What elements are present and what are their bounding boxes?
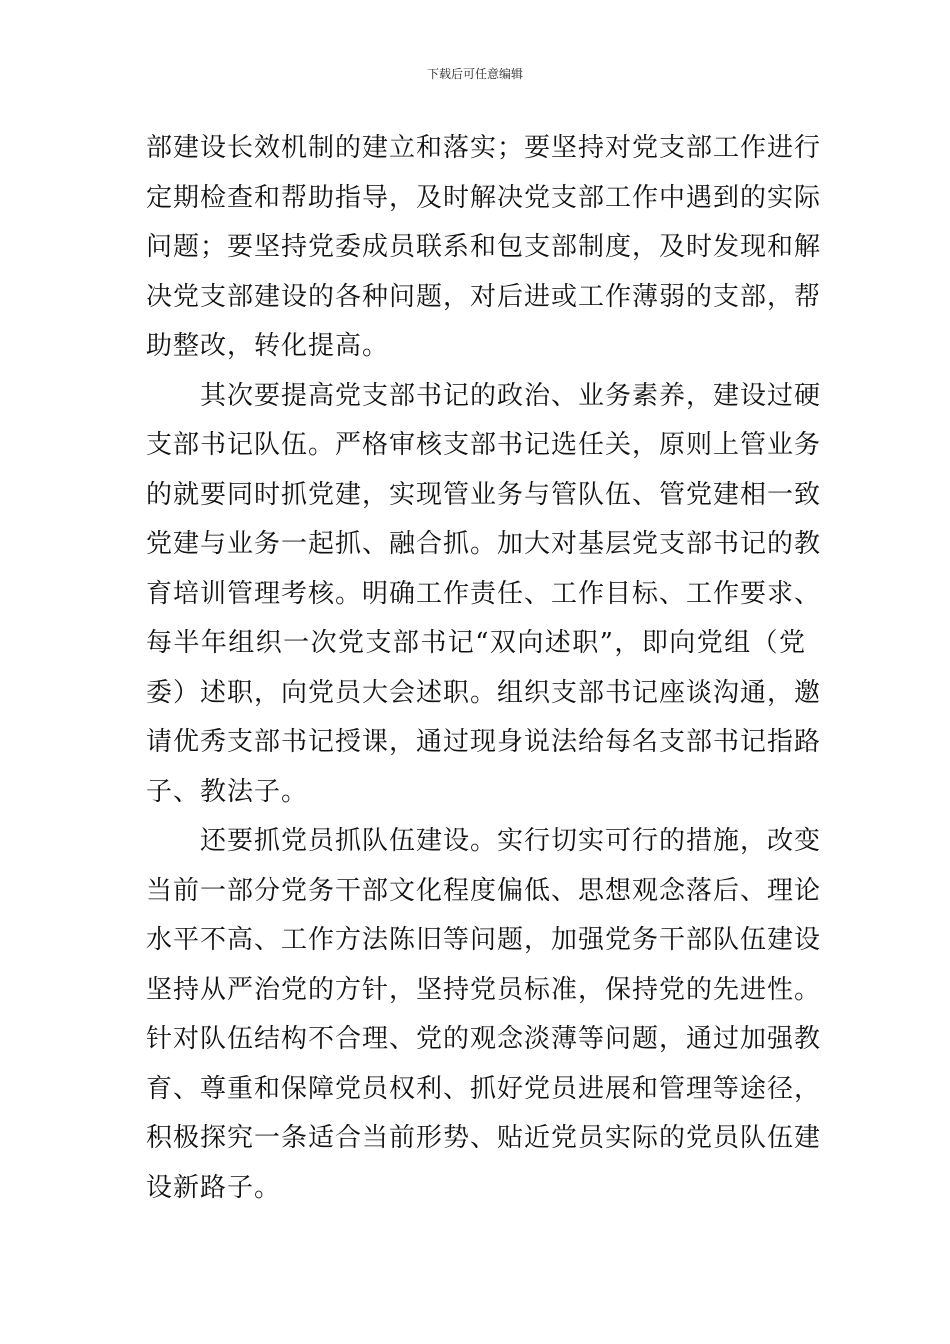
text-line: 水平不高、工作方法陈旧等问题，加强党务干部队伍建设 [146,925,822,955]
text-line: 育、尊重和保障党员权利、抓好党员进展和管理等途径， [146,1073,822,1104]
text-line: 积极探究一条适合当前形势、贴近党员实际的党员队伍建 [146,1123,822,1153]
text-line: 坚持从严治党的方针，坚持党员标准，保持党的先进性。 [146,974,822,1005]
text-line: 的就要同时抓党建，实现管业务与管队伍、管党建相一致 [146,479,822,510]
text-line: 问题；要坚持党委成员联系和包支部制度，及时发现和解 [146,232,822,262]
text-line: 支部书记队伍。严格审核支部书记选任关，原则上管业务 [146,430,822,460]
body-text [146,124,822,1213]
text-line: 定期检查和帮助指导，及时解决党支部工作中遇到的实际 [146,182,822,213]
text-line: 助整改，转化提高。 [146,331,390,361]
page-header: 下载后可任意编辑 [426,67,523,81]
text-line: 委）述职，向党员大会述职。组织支部书记座谈沟通，邀 [146,677,822,708]
text-line: 决党支部建设的各种问题，对后进或工作薄弱的支部，帮 [146,281,822,312]
text-line: 子、教法子。 [146,776,309,807]
text-line: 部建设长效机制的建立和落实；要坚持对党支部工作进行 [146,133,822,163]
paragraph-first-line: 还要抓党员抓队伍建设。实行切实可行的措施，改变 [200,826,822,856]
text-line: 设新路子。 [146,1172,282,1203]
text-line: 每半年组织一次党支部书记“双向述职”，即向党组（党 [146,628,806,658]
text-line: 党建与业务一起抓、融合抓。加大对基层党支部书记的教 [146,529,822,559]
text-line: 育培训管理考核。明确工作责任、工作目标、工作要求、 [146,578,822,609]
text-line: 针对队伍结构不合理、党的观念淡薄等问题，通过加强教 [146,1024,822,1054]
text-line: 当前一部分党务干部文化程度偏低、思想观念落后、理论 [146,875,822,906]
text-line: 请优秀支部书记授课，通过现身说法给每名支部书记指路 [146,727,822,757]
paragraph-first-line: 其次要提高党支部书记的政治、业务素养，建设过硬 [200,380,822,411]
